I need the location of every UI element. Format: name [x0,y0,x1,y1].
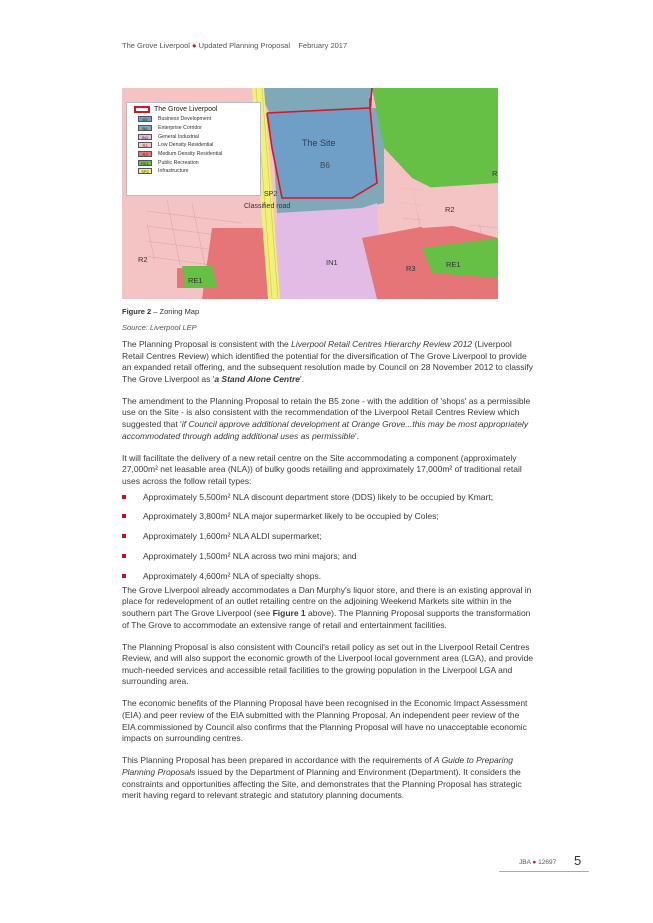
list-item-text: Approximately 1,600m² NLA ALDI supermarket; [143,531,322,542]
list-item-text: Approximately 5,500m² NLA discount department store (DDS) likely to be occupied by Kmart; [143,491,494,502]
legend-swatch: B5 [138,116,152,122]
legend-boundary-swatch [134,106,150,113]
bullet-square-icon [122,534,126,538]
legend-swatch: IN1 [138,134,152,140]
legend-label: Enterprise Corridor [158,125,202,132]
p1-text-b: (Liverpool Retail Centres Review) which identified the potential for the diversification of The Grove Liverpool to provide an expanded retail offering, and the subsequent resolution made by Council on 28 November 2012 to classify The Grove Liverpool as ' [122,339,533,384]
legend-label: Public Recreation [158,159,199,166]
legend-swatch: SP2 [138,168,152,174]
p1-text-c: '. [300,373,304,384]
figure-dash: – [153,307,158,316]
legend-row [127,132,260,141]
map-label-r2-right: R2 [445,205,455,214]
map-legend [126,102,261,196]
legend-swatch: B6 [138,125,152,131]
footer-org: JBA [519,859,531,866]
paragraph-5: The Planning Proposal is also consistent with Council's retail policy as set out in the Liverpool Retail Centres Review, and will also support the economic growth of the Liverpool local government area (LGA), and provide much-needed services and accessible retail facilities to the growing population in the Liverpool LGA and surrounding area. [122,641,534,687]
figure-caption-text: Zoning Map [159,307,200,316]
legend-label: General Industrial [158,133,199,140]
legend-label: Medium Density Residential [158,151,223,158]
map-b5-site [267,108,377,198]
paragraph-4 [122,585,534,631]
list-item [122,551,534,571]
p1-bold-italic: a Stand Alone Centre [214,373,300,384]
p4-text-a: The Grove Liverpool already accommodates a Dan Murphy's liquor store, and there is an existing approval in place for redevelopment of an outlet retailing centre on the adjoining Weekend Markets site within in the southern part The Grove Liverpool (see [122,584,532,618]
body-text [122,339,534,802]
legend-row [127,124,260,133]
p2-italic: if Council approve additional development at Orange Grove...this may be most appropriately accommodated through adding additional uses as permissible [122,419,529,441]
figure-label: Figure 2 [122,307,152,316]
legend-row [127,141,260,150]
bullet-square-icon [122,495,126,499]
map-label-re1-right: RE1 [446,260,461,269]
legend-title: The Grove Liverpool [154,106,218,113]
legend-label: Low Density Residential [158,142,214,149]
legend-row [127,158,260,167]
retail-types-list [122,492,534,585]
p2-text-b: '. [354,430,359,441]
legend-title-row [134,106,260,113]
p7-text-b: issued by the Department of Planning and Environment (Department). It considers the constraints and opportunities affecting the Site, and demonstrates that the Planning Proposal has strategic merit having regard to relevant strategic and statutory planning documents. [122,766,522,801]
map-label-r-edge: R [492,169,498,178]
footer-ref-number: 12697 [538,859,557,866]
map-label-r2-left: R2 [138,255,148,264]
legend-row [127,167,260,176]
page-header [122,41,347,50]
bullet-square-icon [122,514,126,518]
p1-text-a: The Planning Proposal is consistent with the [122,339,292,349]
header-document: Updated Planning Proposal [198,41,290,50]
paragraph-3: It will facilitate the delivery of a new retail centre on the Site accommodating a component (approximately 27,000m² net leasable area (NLA)) of bulky goods retailing and approximately 17,000m² of traditional retail uses across the follow retail types: [122,452,522,486]
list-item-text: Approximately 4,600m² NLA of specialty shops. [143,570,322,581]
legend-label: Business Development [158,116,212,123]
map-label-site: The Site [302,138,336,148]
legend-row [127,150,260,159]
footer-divider [499,871,589,872]
legend-label: Infrastructure [158,168,189,175]
map-label-sp2: SP2 [264,191,278,198]
header-separator: ● [192,41,197,50]
p1-italic: Liverpool Retail Centres Hierarchy Review 2012 [291,339,473,349]
list-item [122,531,534,551]
p7-italic: A Guide to Preparing Planning Proposals [122,755,513,777]
p2-text-a: The amendment to the Planning Proposal to retain the B5 zone - with the addition of 'shops' as a permissible use on the Site - is also consistent with the recommendation of the Liverpool Retail Centres Review which suggested that ' [122,395,531,430]
footer-reference [519,859,556,866]
list-item-text: Approximately 1,500m² NLA across two mini majors; and [143,550,357,561]
header-title: The Grove Liverpool [122,41,190,50]
p4-bold: Figure 1 [272,607,306,618]
paragraph-2 [122,396,534,442]
page-number: 5 [574,853,582,868]
header-date: February 2017 [298,41,348,50]
map-label-classified-road: Classified road [244,203,291,210]
list-item [122,571,534,585]
figure-source: Source: Liverpool LEP [122,323,197,332]
paragraph-6: The economic benefits of the Planning Proposal have been recognised in the Economic Impact Assessment (EIA) and peer review of the EIA submitted with the Planning Proposal. An independent peer review of the EIA commissioned by Council also confirms that the Planning Proposal will have no unacceptable economic impacts on surrounding centres. [122,698,528,744]
legend-swatch: RE1 [138,160,152,166]
legend-row [127,115,260,124]
list-item [122,492,534,512]
map-label-b6-site: B6 [320,161,330,170]
footer-separator: ● [532,859,537,866]
paragraph-1 [122,339,534,385]
map-label-re1-left: RE1 [188,276,203,285]
figure-caption [122,307,199,316]
bullet-square-icon [122,574,126,578]
legend-swatch: R2 [138,142,152,148]
list-item [122,511,534,531]
paragraph-7 [122,755,534,801]
p4-text-c: above). The Planning Proposal supports the transformation of The Grove to accommodate an extensive range of retail and entertainment facilities. [122,607,531,630]
bullet-square-icon [122,554,126,558]
legend-swatch: R3 [138,151,152,157]
list-item-text: Approximately 3,800m² NLA major supermarket likely to be occupied by Coles; [143,511,439,522]
map-label-r3: R3 [406,264,416,273]
p7-text-a: This Planning Proposal has been prepared in accordance with the requirements of [122,755,434,766]
map-label-in1: IN1 [326,258,338,267]
